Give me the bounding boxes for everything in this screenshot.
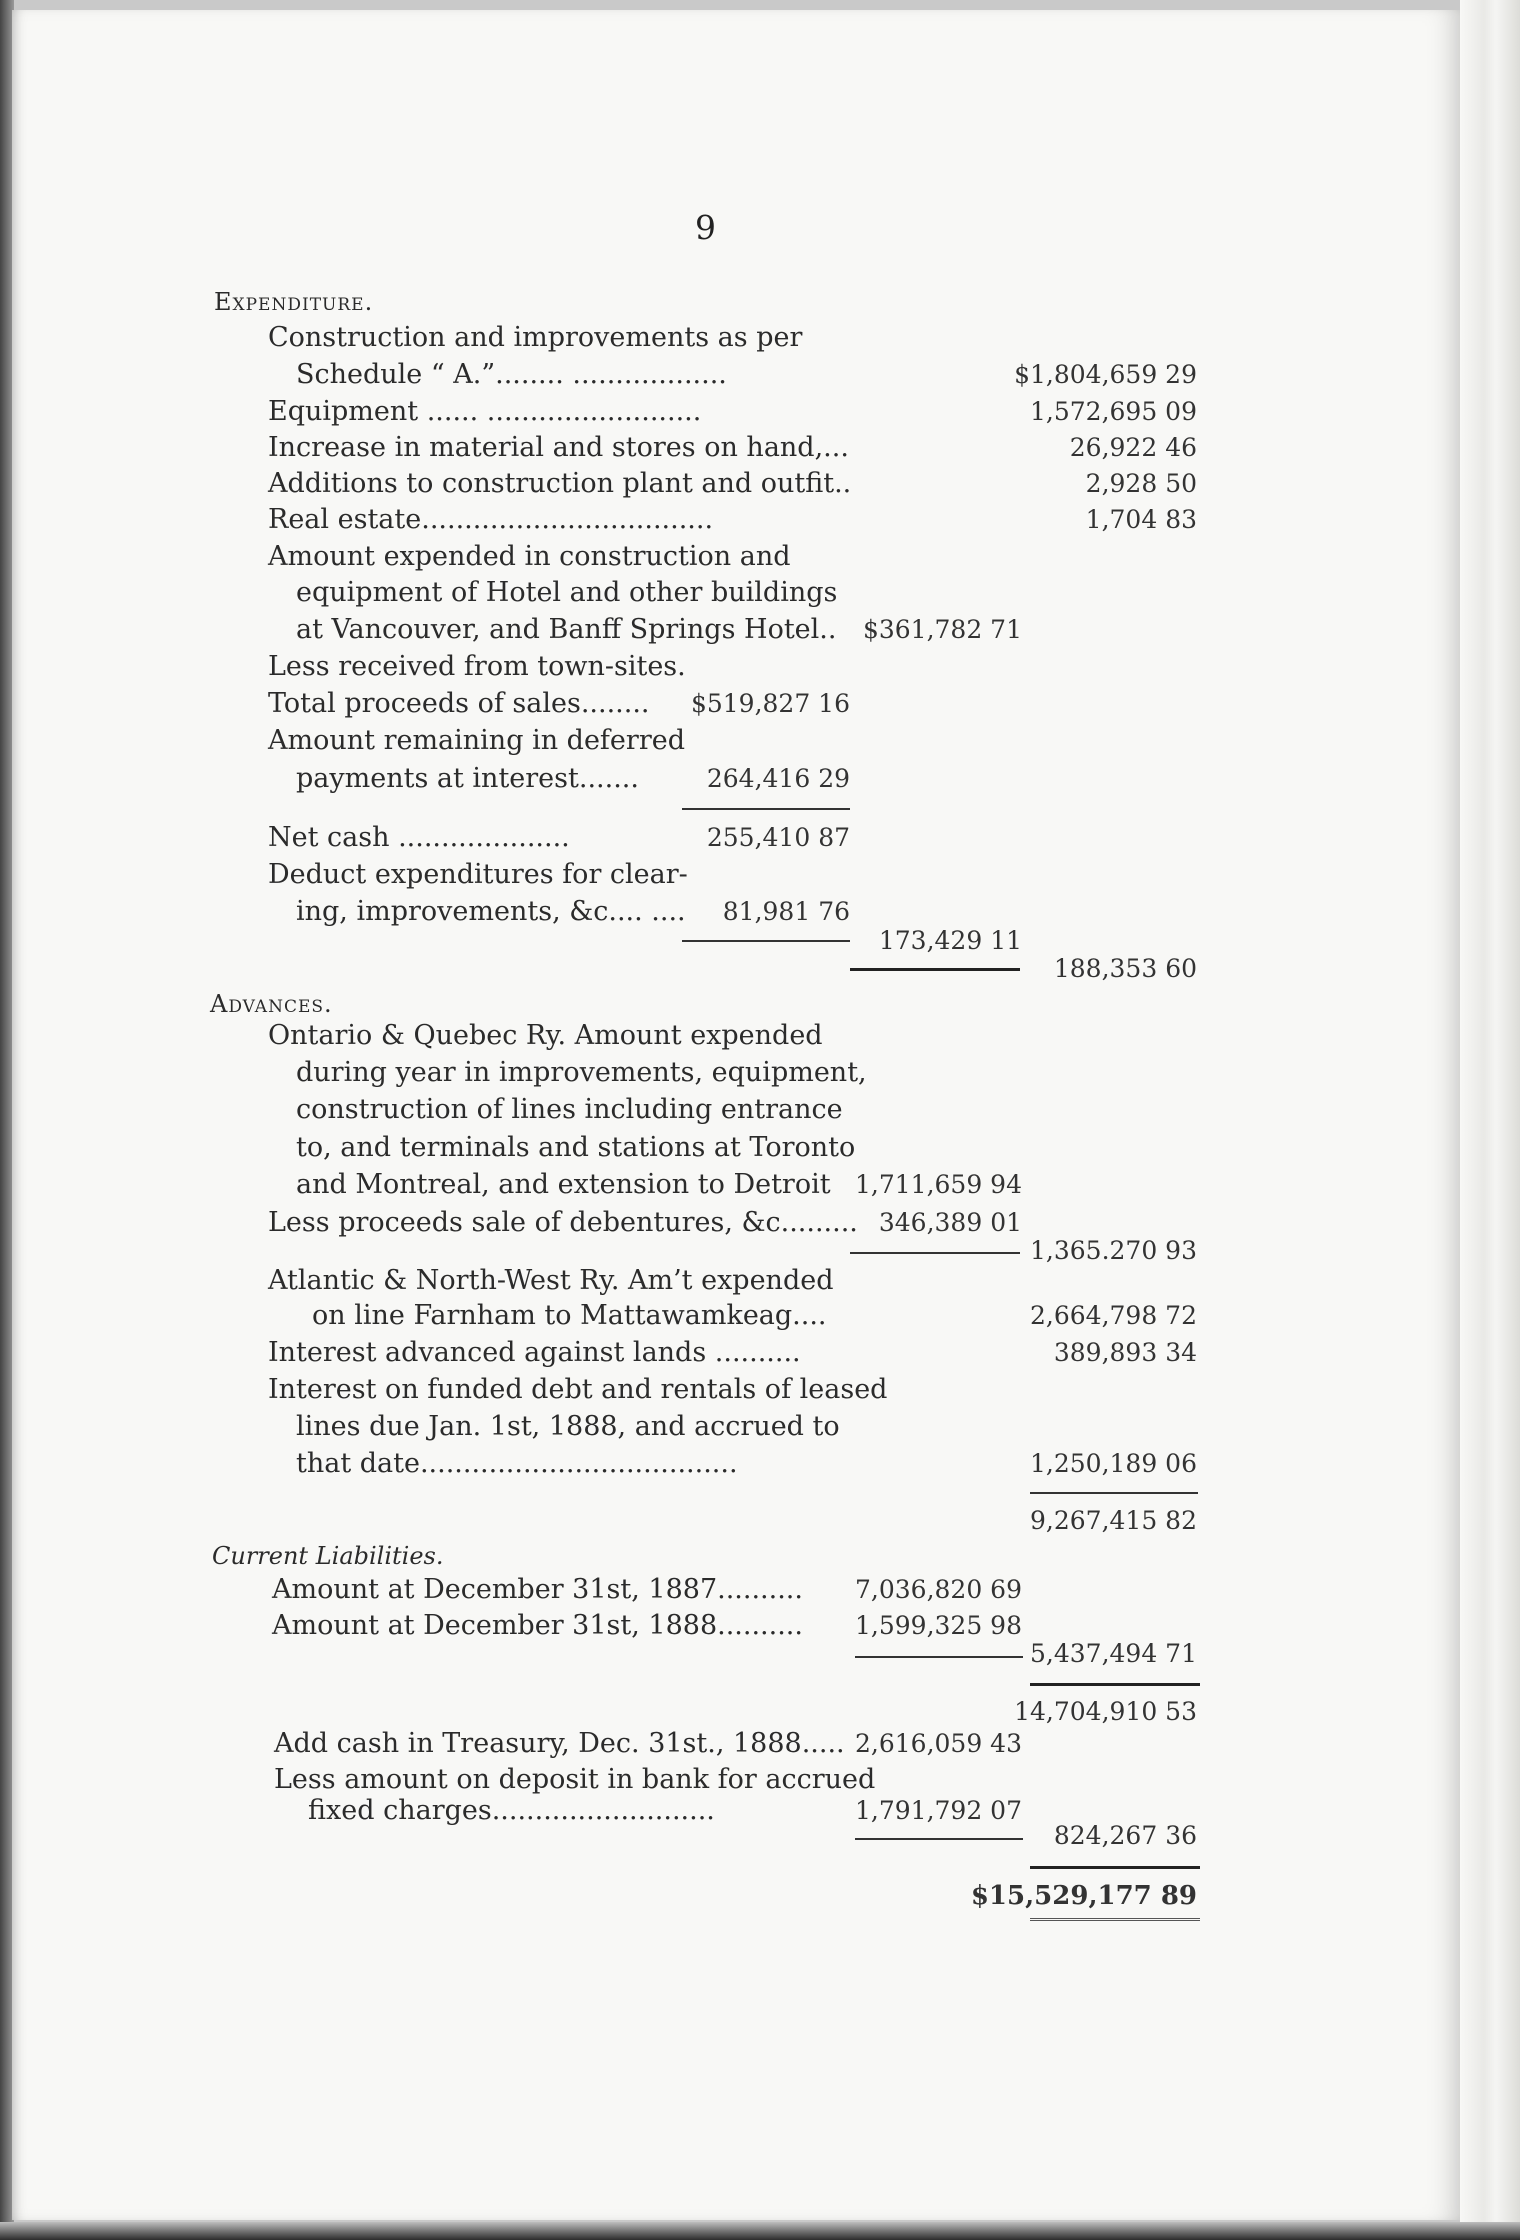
line-dec-1888: Amount at December 31st, 1888.......... (272, 1610, 803, 1641)
amount-deferred: 264,416 29 (706, 764, 850, 793)
line-funded-3: that date..................................... (296, 1448, 738, 1479)
amount-cash-treasury: 2,616,059 43 (855, 1729, 1022, 1758)
amount-total-proceeds: $519,827 16 (690, 689, 850, 718)
amount-hotel: $361,782 71 (862, 615, 1022, 644)
page-bottom-edge (0, 2222, 1520, 2240)
amount-liabilities-net: 5,437,494 71 (1030, 1639, 1197, 1668)
amount-real-estate: 1,704 83 (1085, 505, 1197, 534)
line-oq-2: during year in improvements, equipment, (296, 1057, 867, 1088)
line-hotel-1: Amount expended in construction and (268, 541, 791, 572)
line-oq-5: and Montreal, and extension to Detroit (296, 1169, 831, 1200)
line-less-deposit-1: Less amount on deposit in bank for accrued (274, 1764, 876, 1795)
line-less-deposit-2: fixed charges.......................... (308, 1795, 715, 1826)
amount-equipment: 1,572,695 09 (1030, 397, 1197, 426)
amount-increase-stores: 26,922 46 (1069, 433, 1197, 462)
line-deduct-1: Deduct expenditures for clear- (268, 859, 688, 890)
amount-oq-net: 1,365.270 93 (1030, 1236, 1197, 1265)
rule-under-less-deposit (855, 1838, 1023, 1840)
line-funded-2: lines due Jan. 1st, 1888, and accrued to (296, 1411, 840, 1442)
page-number: 9 (695, 208, 716, 247)
line-increase-stores: Increase in material and stores on hand,... (268, 432, 849, 463)
line-oq-1: Ontario & Quebec Ry. Amount expended (268, 1020, 823, 1051)
amount-liabilities-subtotal: 14,704,910 53 (1014, 1697, 1197, 1726)
line-funded-1: Interest on funded debt and rentals of leased (268, 1374, 888, 1405)
amount-deduct: 81,981 76 (722, 897, 850, 926)
line-deferred-2: payments at interest....... (296, 763, 639, 794)
section-heading-advances: Advances. (210, 990, 333, 1018)
amount-additions-plant: 2,928 50 (1085, 469, 1197, 498)
line-construction-1: Construction and improvements as per (268, 322, 803, 353)
line-less-debentures: Less proceeds sale of debentures, &c......... (268, 1207, 858, 1238)
amount-dec-1887: 7,036,820 69 (855, 1575, 1022, 1604)
amount-less-debentures: 346,389 01 (878, 1208, 1022, 1237)
line-oq-3: construction of lines including entrance (296, 1094, 843, 1125)
section-heading-current-liabilities: Current Liabilities. (212, 1542, 444, 1570)
amount-oq: 1,711,659 94 (855, 1170, 1022, 1199)
amount-hotel-net: 188,353 60 (1053, 954, 1197, 983)
amount-advances-subtotal: 9,267,415 82 (1030, 1506, 1197, 1535)
line-net-cash: Net cash .................... (268, 822, 570, 853)
line-less-townsites: Less received from town-sites. (268, 651, 686, 682)
rule-under-debentures (850, 1252, 1020, 1254)
amount-grand-total: $15,529,177 89 (970, 1881, 1197, 1911)
amount-net-cash: 255,410 87 (706, 823, 850, 852)
line-hotel-2: equipment of Hotel and other buildings (296, 577, 838, 608)
line-oq-4: to, and terminals and stations at Toronto (296, 1132, 856, 1163)
line-cash-treasury: Add cash in Treasury, Dec. 31st., 1888..... (274, 1728, 845, 1759)
line-total-proceeds: Total proceeds of sales........ (268, 688, 650, 719)
amount-anw: 2,664,798 72 (1030, 1301, 1197, 1330)
line-deferred-1: Amount remaining in deferred (268, 725, 685, 756)
line-dec-1887: Amount at December 31st, 1887.......... (272, 1574, 803, 1605)
rule-under-funded (1030, 1492, 1198, 1494)
line-additions-plant: Additions to construction plant and outfit.. (268, 468, 852, 499)
amount-interest-lands: 389,893 34 (1053, 1338, 1197, 1367)
line-interest-lands: Interest advanced against lands .......... (268, 1337, 801, 1368)
line-construction-2: Schedule “ A.”........ .................. (296, 359, 727, 390)
rule-under-townsite-net (850, 968, 1020, 971)
rule-above-grand-total (1030, 1866, 1200, 1869)
amount-less-deposit: 1,791,792 07 (855, 1796, 1022, 1825)
section-heading-expenditure: Expenditure. (214, 288, 374, 316)
rule-under-deduct (682, 940, 850, 942)
amount-cash-net: 824,267 36 (1053, 1821, 1197, 1850)
amount-townsite-net: 173,429 11 (878, 926, 1022, 955)
line-deduct-2: ing, improvements, &c.... .... (296, 896, 686, 927)
rule-under-deferred (682, 808, 850, 810)
line-hotel-3: at Vancouver, and Banff Springs Hotel.. (296, 614, 837, 645)
rule-under-liabilities-net (1030, 1683, 1200, 1686)
double-rule-under-grand-total (1030, 1918, 1200, 1924)
line-real-estate: Real estate.................................. (268, 504, 714, 535)
page-right-edge (1460, 0, 1520, 2240)
line-anw-1: Atlantic & North-West Ry. Am’t expended (268, 1265, 834, 1296)
amount-dec-1888: 1,599,325 98 (855, 1611, 1022, 1640)
rule-under-dec-1888 (855, 1656, 1023, 1658)
line-anw-2: on line Farnham to Mattawamkeag.... (312, 1300, 827, 1331)
amount-funded: 1,250,189 06 (1030, 1449, 1197, 1478)
line-equipment: Equipment ...... ......................... (268, 396, 702, 427)
amount-construction: $1,804,659 29 (1014, 360, 1197, 389)
